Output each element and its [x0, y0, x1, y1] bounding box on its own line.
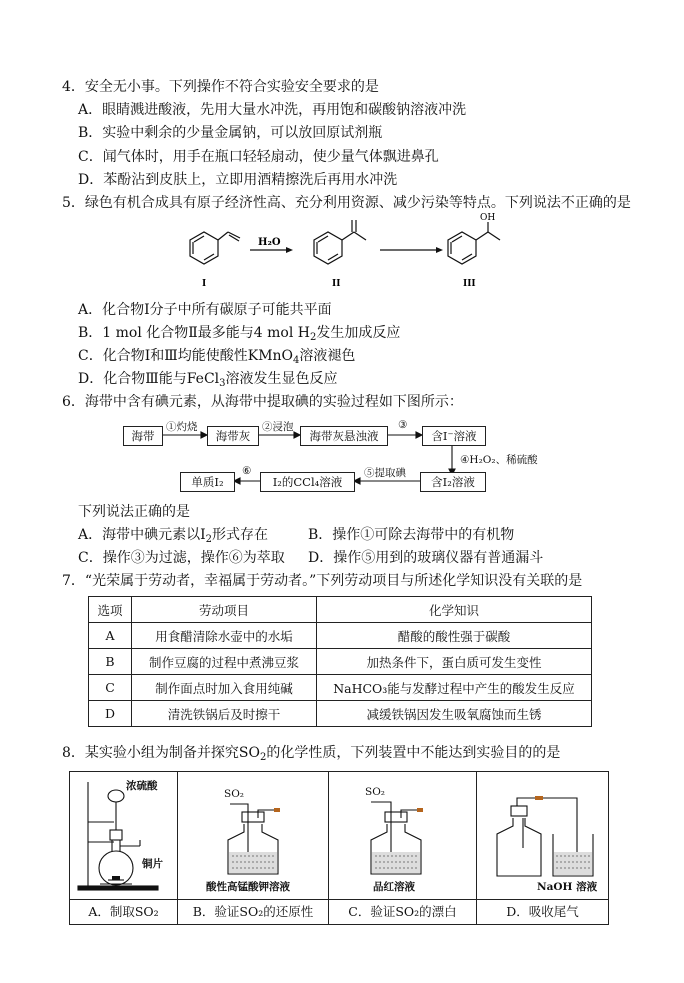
apparatus-b	[178, 772, 329, 924]
row-labor: 制作豆腐的过程中煮沸豆浆	[132, 649, 317, 675]
caption-a: A．制取SO₂	[70, 899, 177, 924]
q7-table	[88, 596, 592, 727]
q6-option-a: A．海带中碘元素以$I_2$形式存在	[78, 527, 269, 545]
q6-stem: 6．海带中含有碘元素，从海带中提取碘的实验过程如下图所示：	[62, 394, 463, 410]
row-knowledge: NaHCO₃能与发酵过程中产生的酸发生反应	[317, 675, 592, 701]
row-label: D	[89, 701, 132, 727]
step-5-label: ⑤提取碘	[364, 467, 406, 479]
fuchsine-solution-label: 品红溶液	[373, 881, 415, 893]
compound-2-structure	[314, 220, 366, 264]
row-label: C	[89, 675, 132, 701]
flow-box-kelp-ash: 海带灰	[207, 426, 259, 446]
caption-c: C．验证SO₂的漂白	[329, 899, 476, 924]
naoh-solution-label: NaOH 溶液	[537, 881, 598, 893]
caption-b: B．验证SO₂的还原性	[178, 899, 328, 924]
q5-reaction-scheme	[0, 212, 684, 292]
q4-stem: 4．安全无小事。下列操作不符合实验安全要求的是	[62, 79, 379, 95]
q5-option-b: B．1 mol 化合物Ⅱ最多能与4 mol $H_2$发生加成反应	[78, 325, 401, 343]
q8-apparatus-table	[69, 771, 609, 925]
kmno4-solution-label: 酸性高锰酸钾溶液	[206, 881, 290, 893]
flow-box-iodide-solution: 含I⁻溶液	[422, 426, 486, 446]
q4-option-d: D．苯酚沾到皮肤上，立即用酒精擦洗后再用水冲洗	[78, 172, 398, 188]
row-label: B	[89, 649, 132, 675]
q5-option-a: A．化合物Ⅰ分子中所有碳原子可能共平面	[78, 302, 332, 318]
header-option: 选项	[89, 597, 132, 623]
reagent-label: H₂O	[258, 237, 281, 248]
table-row	[89, 649, 592, 675]
copper-label: 铜片	[142, 858, 163, 870]
row-knowledge: 加热条件下，蛋白质可发生变性	[317, 649, 592, 675]
flow-box-iodine-solution: 含I₂溶液	[420, 472, 486, 492]
apparatus-d	[477, 772, 608, 924]
q4-option-c: C．闻气体时，用手在瓶口轻轻扇动，使少量气体飘进鼻孔	[78, 149, 439, 165]
header-labor-project: 劳动项目	[132, 597, 317, 623]
apparatus-c	[329, 772, 477, 924]
row-labor: 清洗铁锅后及时擦干	[132, 701, 317, 727]
caption-d: D．吸收尾气	[477, 899, 608, 924]
row-knowledge: 醋酸的酸性强于碳酸	[317, 623, 592, 649]
q6-option-d: D．操作⑤用到的玻璃仪器有普通漏斗	[308, 550, 544, 566]
q7-stem: 7．“光荣属于劳动者，幸福属于劳动者。”下列劳动项目与所述化学知识没有关联的是	[62, 573, 583, 589]
step-6-label: ⑥	[242, 465, 252, 477]
table-header-row	[89, 597, 592, 623]
header-chem-knowledge: 化学知识	[317, 597, 592, 623]
q8-stem: 8．某实验小组为制备并探究$SO_2$的化学性质，下列装置中不能达到实验目的的是	[62, 745, 561, 763]
step-4-label: ④H₂O₂、稀硫酸	[460, 454, 538, 466]
compound-3-label: III	[463, 279, 476, 289]
flow-box-kelp: 海带	[123, 426, 163, 446]
table-row	[89, 701, 592, 727]
row-knowledge: 减缓铁锅因发生吸氧腐蚀而生锈	[317, 701, 592, 727]
table-row	[89, 623, 592, 649]
q6-ask: 下列说法正确的是	[78, 504, 190, 520]
q5-option-c: C．化合物Ⅰ和Ⅲ均能使酸性KMnO$_4$溶液褪色	[78, 348, 356, 366]
flow-box-ash-suspension: 海带灰悬浊液	[300, 426, 388, 446]
so2-inlet-label: SO₂	[224, 788, 245, 800]
hydroxyl-label: OH	[480, 213, 496, 223]
row-labor: 制作面点时加入食用纯碱	[132, 675, 317, 701]
q6-option-b: B．操作①可除去海带中的有机物	[308, 527, 515, 543]
compound-1-structure	[190, 232, 240, 264]
table-row	[89, 675, 592, 701]
conc-sulfuric-acid-label: 浓硫酸	[126, 780, 158, 792]
q6-option-c: C．操作③为过滤，操作⑥为萃取	[78, 550, 285, 566]
row-labor: 用食醋清除水壶中的水垢	[132, 623, 317, 649]
step-1-label: ①灼烧	[166, 421, 198, 433]
apparatus-a	[70, 772, 178, 924]
q4-option-b: B．实验中剩余的少量金属钠，可以放回原试剂瓶	[78, 125, 383, 141]
q5-option-d: D．化合物Ⅲ能与FeCl$_3$溶液发生显色反应	[78, 371, 338, 389]
compound-3-structure	[448, 222, 500, 264]
step-2-label: ②浸泡	[262, 421, 294, 433]
q4-option-a: A．眼睛溅进酸液，先用大量水冲洗，再用饱和碳酸钠溶液冲洗	[78, 102, 467, 118]
row-label: A	[89, 623, 132, 649]
compound-2-label: II	[332, 279, 341, 289]
step-3-label: ③	[398, 419, 408, 431]
flow-box-iodine-ccl4: I₂的CCl₄溶液	[260, 472, 355, 492]
flow-box-elemental-iodine: 单质I₂	[180, 472, 235, 492]
so2-inlet-label: SO₂	[365, 786, 386, 798]
compound-1-label: I	[202, 279, 207, 289]
q5-stem: 5．绿色有机合成具有原子经济性高、充分利用资源、减少污染等特点。下列说法不正确的是	[62, 195, 631, 211]
so2-generator-diagram	[70, 772, 177, 900]
